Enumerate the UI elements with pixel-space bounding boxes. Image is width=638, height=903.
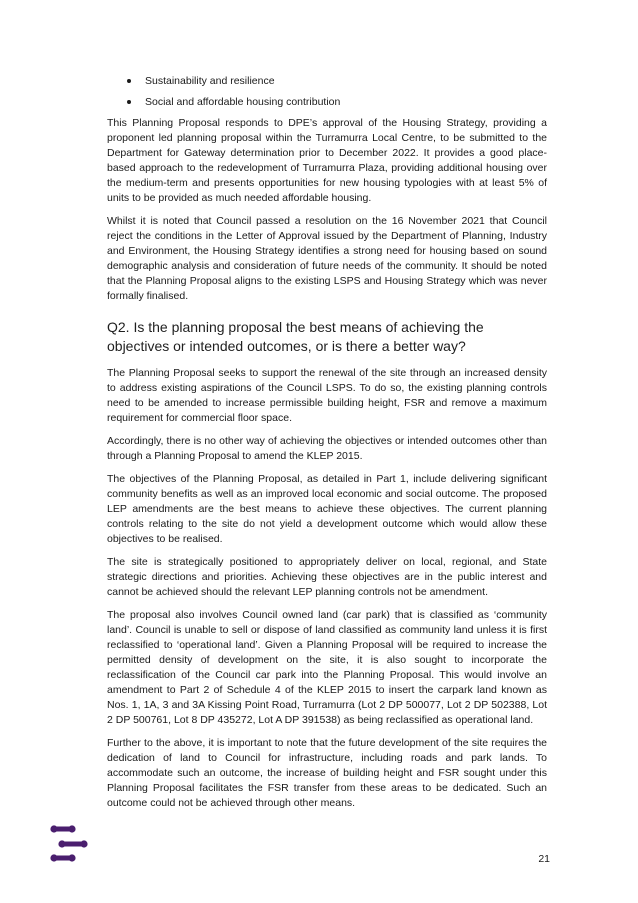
paragraph: This Planning Proposal responds to DPE’s approval of the Housing Strategy, providing a proponent led planning proposal within the Turramurra Local Centre, to be submitted to the Department for Gateway determination prior to December 2022. It provides a good place-based approach to the redevelopment of Turramurra Plaza, providing additional housing over the medium-term and presents opportunities for new housing typologies with at least 5% of units to be provided as much needed affordable housing. bbox=[107, 117, 547, 204]
question-heading: Q2. Is the planning proposal the best means of achieving the objectives or intended outcomes, or is there a better way? bbox=[107, 319, 484, 354]
paragraph: Further to the above, it is important to note that the future development of the site requires the dedication of land to Council for infrastructure, including roads and park lands. To accommodate such an outcome, the increase of building height and FSR sought under this Planning Proposal facilitates the FSR transfer from these areas to be dedicated. Such an outcome could not be achieved through other means. bbox=[107, 737, 547, 809]
document-body bbox=[107, 74, 547, 819]
logo-graphic bbox=[48, 824, 90, 864]
paragraph: Accordingly, there is no other way of achieving the objectives or intended outcomes other than through a Planning Proposal to amend the KLEP 2015. bbox=[107, 435, 547, 462]
paragraph: Whilst it is noted that Council passed a resolution on the 16 November 2021 that Council reject the conditions in the Letter of Approval issued by the Department of Planning, Industry and Environment, the Housing Strategy identifies a strong need for housing based on sound demographic analysis and consideration of future needs of the community. It should be noted that the Planning Proposal aligns to the existing LSPS and Housing Strategy which was never formally finalised. bbox=[107, 215, 547, 302]
list-item: Sustainability and resilience bbox=[107, 74, 547, 88]
paragraph: The proposal also involves Council owned land (car park) that is classified as ‘community land’. Council is unable to sell or dispose of land classified as community land unless it is first reclassified to ‘operational land’. Given a Planning Proposal will be required to increase the permitted density of development on the site, it is also sought to incorporate the reclassification of the Council car park into the Planning Proposal. This would involve an amendment to Part 2 of Schedule 4 of the KLEP 2015 to insert the carpark land known as Nos. 1, 1A, 3 and 3A Kissing Point Road, Turramurra (Lot 2 DP 500077, Lot 2 DP 502388, Lot 2 DP 500761, Lot 8 DP 435272, Lot A DP 391538) as being reclassified as operational land. bbox=[107, 609, 547, 726]
page-number: 21 bbox=[538, 853, 550, 865]
brand-dots-logo-icon bbox=[48, 824, 90, 864]
paragraph: The site is strategically positioned to appropriately deliver on local, regional, and State strategic directions and priorities. Achieving these objectives are in the public interest and cannot be achieved should the relevant LEP planning controls not be amendment. bbox=[107, 556, 547, 598]
bullet-list bbox=[107, 74, 547, 109]
list-item: Social and affordable housing contribution bbox=[107, 95, 547, 109]
paragraph: The Planning Proposal seeks to support the renewal of the site through an increased density to address existing aspirations of the Council LSPS. To do so, the existing planning controls need to be amended to increase permissible building height, FSR and remove a maximum requirement for commercial floor space. bbox=[107, 367, 547, 424]
paragraph: The objectives of the Planning Proposal, as detailed in Part 1, include delivering significant community benefits as well as an improved local economic and social outcome. The proposed LEP amendments are the best means to achieve these objectives. The current planning controls relating to the site do not yield a development outcome which would allow these objectives to be realised. bbox=[107, 473, 547, 545]
